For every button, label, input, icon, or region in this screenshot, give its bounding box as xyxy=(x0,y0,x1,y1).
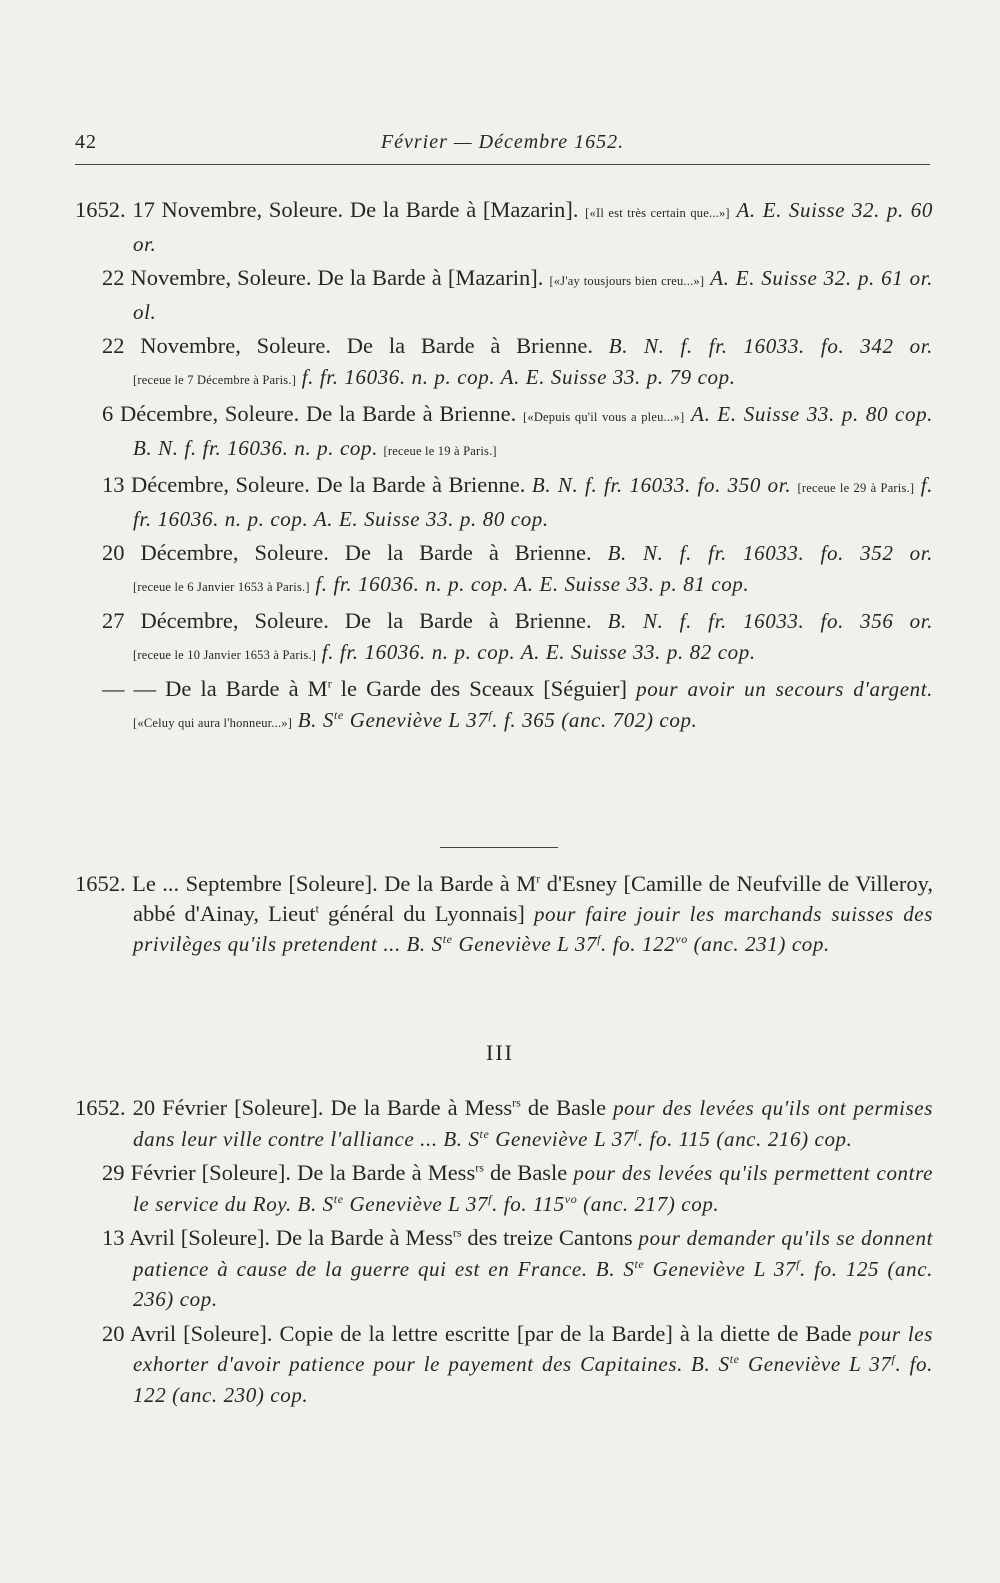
letter-entry xyxy=(75,399,933,466)
running-title: Février — Décembre 1652. xyxy=(380,131,625,153)
entry-heading: 22 Novembre, Soleure. De la Barde à Brienne. xyxy=(102,333,593,358)
letter-entry xyxy=(75,1223,933,1315)
letter-entry xyxy=(75,331,933,395)
page-number: 42 xyxy=(75,131,97,153)
archive-reference: f. fr. 16036. n. p. cop. A. E. Suisse 33. p. 81 cop. xyxy=(315,571,750,596)
page-header xyxy=(75,131,930,165)
archive-reference: B. $S^{te}$ Geneviève L 37$^f$. fo. 125 (anc. 236) cop. xyxy=(133,1256,934,1311)
letter-entry xyxy=(75,674,933,738)
incipit: [«Celuy qui aura l'honneur...»] xyxy=(133,715,293,730)
archive-reference: f. fr. 16036. n. p. cop. A. E. Suisse 33. p. 79 cop. xyxy=(301,364,736,389)
entry-heading: 13 Décembre, Soleure. De la Barde à Brienne. xyxy=(102,472,526,497)
receipt-note: [receue le 29 à Paris.] xyxy=(797,481,915,495)
archive-reference: f. fr. 16036. n. p. cop. A. E. Suisse 33. p. 82 cop. xyxy=(321,639,756,664)
letter-entry xyxy=(75,195,933,259)
archive-reference: B. N. f. fr. 16033. fo. 350 or. xyxy=(531,473,792,497)
archive-reference: B. $S^{te}$ Geneviève L 37$^f$. fo. $115^{vo}$ (anc. 217) cop. xyxy=(297,1191,720,1216)
letter-entry xyxy=(75,1158,933,1219)
letter-subject: pour des levées qu'ils ont permises dans leur ville contre l'alliance ... xyxy=(133,1096,933,1151)
entry-heading: 1652. 17 Novembre, Soleure. De la Barde à [Mazarin]. xyxy=(75,197,579,222)
receipt-note: [receue le 19 à Paris.] xyxy=(383,443,497,458)
letter-subject: pour les exhorter d'avoir patience pour le payement des Capitaines. xyxy=(133,1321,933,1376)
archive-reference: B. $S^{te}$ Geneviève L 37$^f$. fo. 115 (anc. 216) cop. xyxy=(443,1126,853,1151)
entry-heading: — — De la Barde à $M^r$ le Garde des Sceaux [Séguier] xyxy=(102,676,628,701)
entry-heading: 29 Février [Soleure]. De la Barde à Mess$^{rs}$ de Basle xyxy=(102,1160,568,1185)
section-heading: III xyxy=(486,1040,514,1065)
entry-heading: 13 Avril [Soleure]. De la Barde à Mess$^{rs}$ des treize Cantons xyxy=(102,1225,633,1250)
incipit: [«Il est très certain que...»] xyxy=(585,206,730,220)
entries-section-iii xyxy=(75,1093,933,1414)
letter-entry xyxy=(75,263,933,327)
entry-heading: 20 Avril [Soleure]. Copie de la lettre escritte [par de la Barde] à la diette de Bade xyxy=(102,1320,852,1346)
receipt-note: [receue le 7 Décembre à Paris.] xyxy=(133,372,297,387)
receipt-note: [receue le 6 Janvier 1653 à Paris.] xyxy=(133,579,310,594)
archive-reference: B. N. f. fr. 16033. fo. 352 or. xyxy=(607,541,933,565)
entry-heading: 1652. Le ... Septembre [Soleure]. De la Barde à $M^r$ d'Esney [Camille de Neufville de Villeroy, abbé d'Ainay, Lieut$^t$ général du Lyonnais] xyxy=(75,871,933,926)
letter-entry xyxy=(75,1319,933,1411)
separator-rule xyxy=(440,847,558,848)
archive-reference: A. E. Suisse 32. p. 60 or. xyxy=(133,198,933,256)
archive-reference: A. E. Suisse 33. p. 80 cop. B. N. f. fr. 16036. n. p. cop. xyxy=(133,402,934,460)
archive-reference: B. $S^{te}$ Geneviève L 37$^f$. fo. $122^{vo}$ (anc. 231) cop. xyxy=(406,932,830,956)
entry-september xyxy=(75,869,933,964)
letter-subject: pour des levées qu'ils permettent contre le service du Roy. xyxy=(133,1161,934,1216)
letter-subject: pour faire jouir les marchands suisses des privilèges qu'ils pretendent ... xyxy=(133,901,933,956)
entry-heading: 6 Décembre, Soleure. De la Barde à Brienne. xyxy=(102,401,517,426)
header-rule xyxy=(75,164,930,165)
letter-entry xyxy=(75,1093,933,1154)
letter-subject: pour avoir un secours d'argent. xyxy=(636,677,933,701)
archive-reference: B. $S^{te}$ Geneviève L 37$^f$. f. 365 (anc. 702) cop. xyxy=(297,707,698,732)
incipit: [«J'ay tousjours bien creu...»] xyxy=(549,274,705,288)
letter-entry xyxy=(75,606,933,670)
letter-entry xyxy=(75,538,933,602)
entry-heading: 27 Décembre, Soleure. De la Barde à Brienne. xyxy=(102,608,592,633)
entries-november-december xyxy=(75,195,933,742)
incipit: [«Depuis qu'il vous a pleu...»] xyxy=(523,410,685,424)
archive-reference: B. N. f. fr. 16033. fo. 356 or. xyxy=(607,609,933,633)
archive-reference: f. fr. 16036. n. p. cop. A. E. Suisse 33. p. 80 cop. xyxy=(133,473,934,531)
receipt-note: [receue le 10 Janvier 1653 à Paris.] xyxy=(133,647,317,662)
entry-heading: 1652. 20 Février [Soleure]. De la Barde à Mess$^{rs}$ de Basle xyxy=(75,1095,607,1120)
archive-reference: B. $S^{te}$ Geneviève L 37$^f$. fo. 122 (anc. 230) cop. xyxy=(133,1352,933,1407)
archive-reference: A. E. Suisse 32. p. 61 or. ol. xyxy=(133,266,934,324)
letter-entry xyxy=(75,470,933,534)
archive-reference: B. N. f. fr. 16033. fo. 342 or. xyxy=(608,334,934,358)
letter-subject: pour demander qu'ils se donnent patience à cause de la guerre qui est en France. xyxy=(133,1226,934,1281)
entry-heading: 22 Novembre, Soleure. De la Barde à [Mazarin]. xyxy=(102,265,544,290)
letter-entry xyxy=(75,869,933,960)
entry-heading: 20 Décembre, Soleure. De la Barde à Brienne. xyxy=(102,540,592,565)
